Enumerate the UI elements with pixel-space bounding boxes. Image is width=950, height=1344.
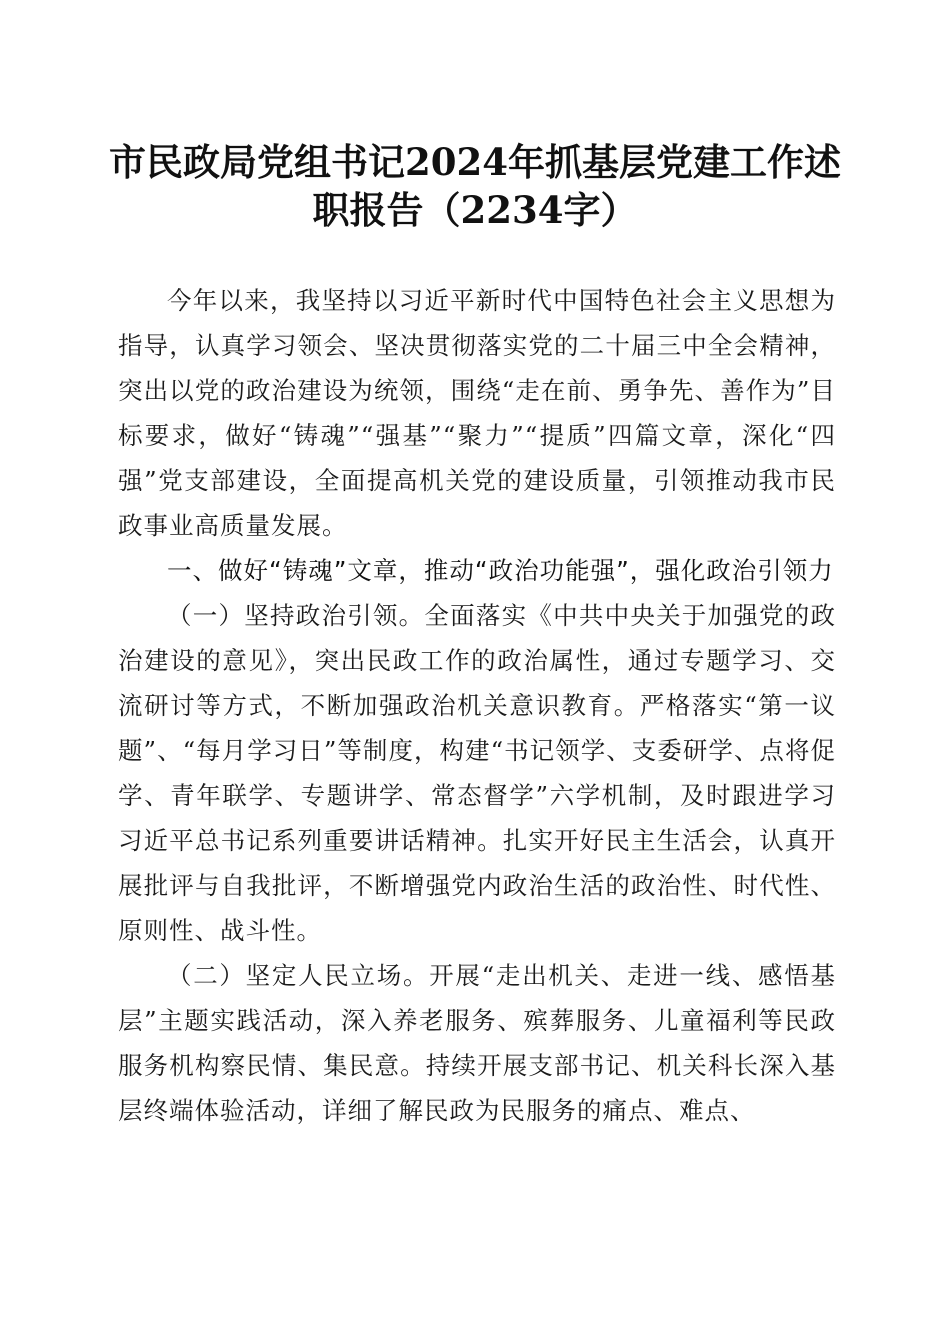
document-title: 市民政局党组书记2024年抓基层党建工作述职报告（2234字） <box>109 140 841 232</box>
item-1-lead: （一）坚持政治引领。 <box>167 601 425 630</box>
document-body <box>118 278 836 1133</box>
item-1-text: 全面落实《中共中央关于加强党的政治建设的意见》，突出民政工作的政治属性，通过专题学习、交流研讨等方式，不断加强政治机关意识教育。严格落实“第一议题”、“每月学习日”等制度，构建“书记领学、支委研学、点将促学、青年联学、专题讲学、常态督学”六学机制，及时跟进学习习近平总书记系列重要讲话精神。扎实开好民主生活会，认真开展批评与自我批评，不断增强党内政治生活的政治性、时代性、原则性、战斗性。 <box>118 601 837 945</box>
item-2-paragraph <box>118 953 836 1133</box>
section-1-heading: 一、做好“铸魂”文章，推动“政治功能强”，强化政治引领力 <box>167 556 834 585</box>
intro-paragraph: 今年以来，我坚持以习近平新时代中国特色社会主义思想为指导，认真学习领会、坚决贯彻落实党的二十届三中全会精神，突出以党的政治建设为统领，围绕“走在前、勇争先、善作为”目标要求，做好“铸魂”“强基”“聚力”“提质”四篇文章，深化“四强”党支部建设，全面提高机关党的建设质量，引领推动我市民政事业高质量发展。 <box>118 286 836 540</box>
item-2-lead: （二）坚定人民立场。 <box>167 961 430 990</box>
item-1-paragraph <box>118 593 836 953</box>
item-2-text: 开展“走出机关、走进一线、感悟基层”主题实践活动，深入养老服务、殡葬服务、儿童福利等民政服务机构察民情、集民意。持续开展支部书记、机关科长深入基层终端体验活动，详细了解民政为民服务的痛点、难点、 <box>118 961 836 1125</box>
